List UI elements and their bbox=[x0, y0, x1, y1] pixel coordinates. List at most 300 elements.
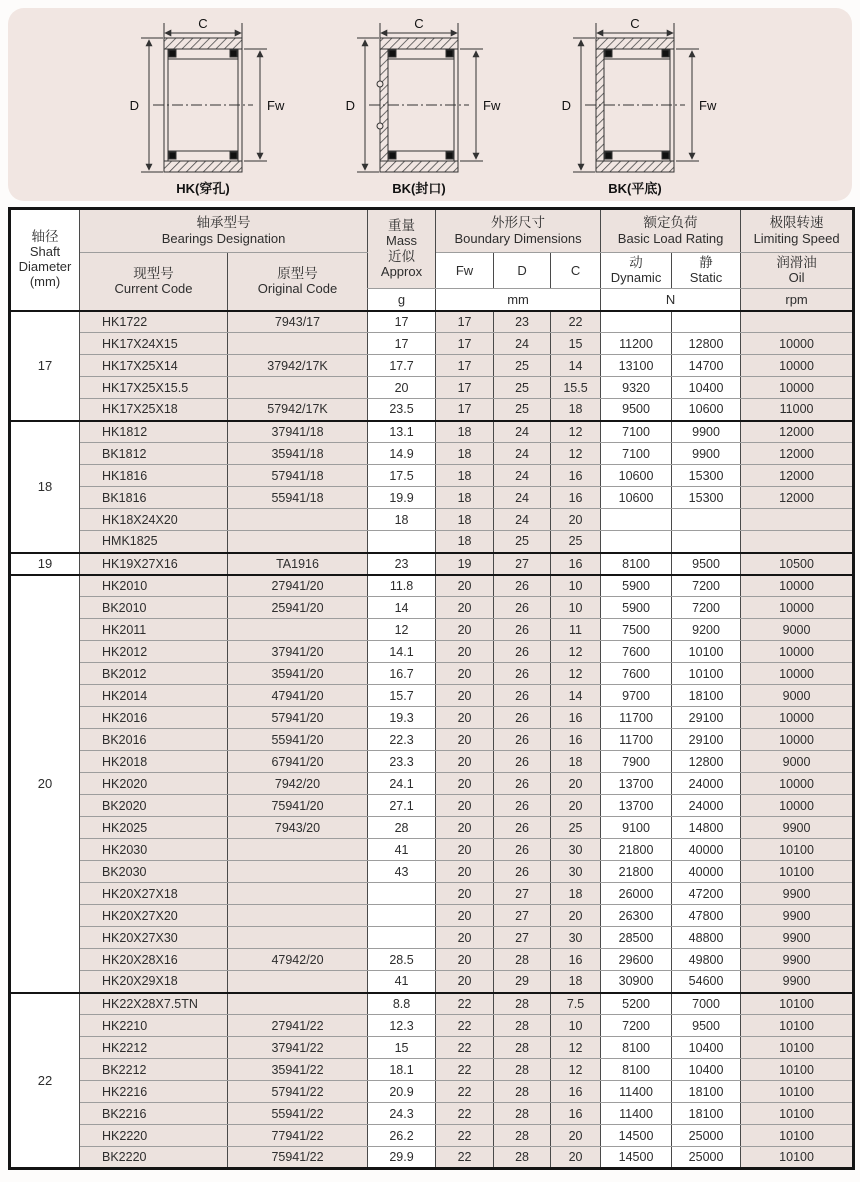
cell-d: 25 bbox=[494, 399, 551, 421]
cell-d: 26 bbox=[494, 751, 551, 773]
cell-fw: 20 bbox=[436, 597, 494, 619]
cell-current-code: BK2030 bbox=[80, 861, 228, 883]
cell-c: 20 bbox=[551, 509, 601, 531]
cell-d: 26 bbox=[494, 685, 551, 707]
cell-fw: 20 bbox=[436, 971, 494, 993]
cell-rpm: 10100 bbox=[741, 1103, 854, 1125]
cell-current-code: HK2210 bbox=[80, 1015, 228, 1037]
cell-original-code: 57941/20 bbox=[228, 707, 368, 729]
cell-rpm: 12000 bbox=[741, 465, 854, 487]
table-row bbox=[10, 1147, 854, 1169]
header-current-code: 现型号 Current Code bbox=[80, 253, 228, 311]
cell-original-code bbox=[228, 619, 368, 641]
cell-fw: 17 bbox=[436, 399, 494, 421]
cell-original-code bbox=[228, 861, 368, 883]
header-bearings-designation: 轴承型号 Bearings Designation bbox=[80, 209, 368, 253]
cell-d: 26 bbox=[494, 663, 551, 685]
table-row bbox=[10, 883, 854, 905]
table-row bbox=[10, 465, 854, 487]
cell-original-code: 35941/22 bbox=[228, 1059, 368, 1081]
cell-current-code: HK2216 bbox=[80, 1081, 228, 1103]
cell-d: 27 bbox=[494, 905, 551, 927]
cell-static-load: 15300 bbox=[672, 487, 741, 509]
cell-d: 24 bbox=[494, 465, 551, 487]
cell-dynamic-load: 11700 bbox=[601, 729, 672, 751]
cell-static-load: 18100 bbox=[672, 685, 741, 707]
cell-d: 26 bbox=[494, 641, 551, 663]
table-row bbox=[10, 487, 854, 509]
cell-c: 20 bbox=[551, 773, 601, 795]
cell-rpm: 9900 bbox=[741, 817, 854, 839]
cell-original-code bbox=[228, 839, 368, 861]
cell-d: 24 bbox=[494, 509, 551, 531]
table-row bbox=[10, 1015, 854, 1037]
table-row bbox=[10, 949, 854, 971]
cell-original-code: 25941/20 bbox=[228, 597, 368, 619]
header-unit-rpm: rpm bbox=[741, 289, 854, 311]
cell-original-code: 7942/20 bbox=[228, 773, 368, 795]
cell-rpm: 10000 bbox=[741, 377, 854, 399]
cell-original-code: 77941/22 bbox=[228, 1125, 368, 1147]
cell-dynamic-load: 7100 bbox=[601, 421, 672, 443]
cell-original-code bbox=[228, 905, 368, 927]
cell-original-code: 7943/20 bbox=[228, 817, 368, 839]
table-row bbox=[10, 707, 854, 729]
cell-mass: 15 bbox=[368, 1037, 436, 1059]
header-oil: 润滑油 Oil bbox=[741, 253, 854, 289]
cell-rpm: 9900 bbox=[741, 905, 854, 927]
table-row bbox=[10, 993, 854, 1015]
cell-mass: 28.5 bbox=[368, 949, 436, 971]
dim-label-d: D bbox=[561, 98, 571, 113]
header-d: D bbox=[494, 253, 551, 289]
cell-d: 25 bbox=[494, 531, 551, 553]
diagram-caption: BK(封口) bbox=[392, 181, 446, 196]
cell-d: 24 bbox=[494, 333, 551, 355]
cell-dynamic-load: 11700 bbox=[601, 707, 672, 729]
cell-c: 20 bbox=[551, 905, 601, 927]
cell-c: 15.5 bbox=[551, 377, 601, 399]
cell-c: 30 bbox=[551, 839, 601, 861]
cell-current-code: BK1816 bbox=[80, 487, 228, 509]
cell-c: 16 bbox=[551, 465, 601, 487]
cell-dynamic-load: 14500 bbox=[601, 1147, 672, 1169]
cell-current-code: HK1816 bbox=[80, 465, 228, 487]
cell-original-code: 7943/17 bbox=[228, 311, 368, 333]
table-row bbox=[10, 575, 854, 597]
cell-dynamic-load: 9700 bbox=[601, 685, 672, 707]
table-row bbox=[10, 333, 854, 355]
cell-static-load: 9900 bbox=[672, 421, 741, 443]
cell-dynamic-load: 7900 bbox=[601, 751, 672, 773]
cell-d: 24 bbox=[494, 421, 551, 443]
cell-static-load: 24000 bbox=[672, 773, 741, 795]
table-row bbox=[10, 443, 854, 465]
cell-original-code: 37941/20 bbox=[228, 641, 368, 663]
cell-mass: 43 bbox=[368, 861, 436, 883]
cell-current-code: HK2010 bbox=[80, 575, 228, 597]
cell-original-code: TA1916 bbox=[228, 553, 368, 575]
cell-fw: 18 bbox=[436, 531, 494, 553]
cell-current-code: HMK1825 bbox=[80, 531, 228, 553]
cell-mass: 17.7 bbox=[368, 355, 436, 377]
cell-fw: 22 bbox=[436, 1081, 494, 1103]
cell-current-code: HK20X27X30 bbox=[80, 927, 228, 949]
cell-d: 26 bbox=[494, 619, 551, 641]
table-row bbox=[10, 619, 854, 641]
cell-c: 12 bbox=[551, 641, 601, 663]
cell-c: 16 bbox=[551, 707, 601, 729]
cell-static-load: 29100 bbox=[672, 729, 741, 751]
cell-rpm: 10100 bbox=[741, 1125, 854, 1147]
cell-d: 28 bbox=[494, 993, 551, 1015]
cell-c: 20 bbox=[551, 1147, 601, 1169]
cell-fw: 20 bbox=[436, 575, 494, 597]
cell-current-code: HK17X24X15 bbox=[80, 333, 228, 355]
header-dynamic: 动 Dynamic bbox=[601, 253, 672, 289]
cell-d: 26 bbox=[494, 707, 551, 729]
cell-rpm: 10000 bbox=[741, 641, 854, 663]
cell-dynamic-load: 26300 bbox=[601, 905, 672, 927]
cell-dynamic-load: 29600 bbox=[601, 949, 672, 971]
cell-fw: 20 bbox=[436, 883, 494, 905]
cell-fw: 22 bbox=[436, 1147, 494, 1169]
cell-mass: 41 bbox=[368, 971, 436, 993]
cell-shaft-diameter: 22 bbox=[10, 993, 80, 1169]
cell-fw: 18 bbox=[436, 421, 494, 443]
cell-d: 27 bbox=[494, 927, 551, 949]
cell-rpm: 9000 bbox=[741, 751, 854, 773]
table-row bbox=[10, 773, 854, 795]
cell-dynamic-load: 30900 bbox=[601, 971, 672, 993]
cell-c: 14 bbox=[551, 685, 601, 707]
cell-current-code: HK17X25X14 bbox=[80, 355, 228, 377]
cell-d: 28 bbox=[494, 949, 551, 971]
cell-mass bbox=[368, 927, 436, 949]
cell-current-code: HK2220 bbox=[80, 1125, 228, 1147]
bearing-table-body bbox=[10, 311, 854, 1169]
cell-c: 25 bbox=[551, 817, 601, 839]
cell-mass: 23.5 bbox=[368, 399, 436, 421]
cell-mass: 23 bbox=[368, 553, 436, 575]
cell-dynamic-load: 7200 bbox=[601, 1015, 672, 1037]
cell-static-load: 40000 bbox=[672, 861, 741, 883]
cell-d: 26 bbox=[494, 773, 551, 795]
cell-fw: 17 bbox=[436, 311, 494, 333]
cell-mass: 15.7 bbox=[368, 685, 436, 707]
cell-original-code: 47942/20 bbox=[228, 949, 368, 971]
cell-current-code: HK2011 bbox=[80, 619, 228, 641]
cell-shaft-diameter: 19 bbox=[10, 553, 80, 575]
cell-static-load: 15300 bbox=[672, 465, 741, 487]
cell-original-code: 57941/22 bbox=[228, 1081, 368, 1103]
header-boundary-dimensions: 外形尺寸 Boundary Dimensions bbox=[436, 209, 601, 253]
cell-current-code: HK20X27X18 bbox=[80, 883, 228, 905]
cell-static-load: 14800 bbox=[672, 817, 741, 839]
cell-c: 18 bbox=[551, 971, 601, 993]
cell-original-code: 35941/20 bbox=[228, 663, 368, 685]
cell-original-code bbox=[228, 971, 368, 993]
cell-fw: 20 bbox=[436, 641, 494, 663]
cell-original-code: 55941/22 bbox=[228, 1103, 368, 1125]
cell-original-code: 37942/17K bbox=[228, 355, 368, 377]
cell-static-load bbox=[672, 509, 741, 531]
cell-d: 25 bbox=[494, 377, 551, 399]
cell-fw: 18 bbox=[436, 487, 494, 509]
cell-mass: 29.9 bbox=[368, 1147, 436, 1169]
cell-mass: 28 bbox=[368, 817, 436, 839]
cell-dynamic-load: 10600 bbox=[601, 487, 672, 509]
dim-label-fw: Fw bbox=[483, 98, 501, 113]
cell-fw: 20 bbox=[436, 949, 494, 971]
cell-fw: 20 bbox=[436, 861, 494, 883]
cell-d: 24 bbox=[494, 443, 551, 465]
cell-fw: 20 bbox=[436, 817, 494, 839]
cell-original-code: 27941/22 bbox=[228, 1015, 368, 1037]
cell-dynamic-load: 5900 bbox=[601, 597, 672, 619]
cell-original-code bbox=[228, 531, 368, 553]
header-unit-g: g bbox=[368, 289, 436, 311]
cell-current-code: HK2025 bbox=[80, 817, 228, 839]
cell-current-code: BK1812 bbox=[80, 443, 228, 465]
table-row bbox=[10, 531, 854, 553]
cell-rpm: 10100 bbox=[741, 993, 854, 1015]
cell-static-load: 24000 bbox=[672, 795, 741, 817]
cell-rpm: 11000 bbox=[741, 399, 854, 421]
cell-rpm: 12000 bbox=[741, 443, 854, 465]
cell-c: 16 bbox=[551, 487, 601, 509]
cell-shaft-diameter: 18 bbox=[10, 421, 80, 553]
cell-rpm: 10000 bbox=[741, 795, 854, 817]
cell-c: 7.5 bbox=[551, 993, 601, 1015]
table-row bbox=[10, 817, 854, 839]
cell-dynamic-load: 26000 bbox=[601, 883, 672, 905]
cell-mass: 20.9 bbox=[368, 1081, 436, 1103]
cell-fw: 22 bbox=[436, 1015, 494, 1037]
cell-mass: 17 bbox=[368, 311, 436, 333]
cell-current-code: BK2216 bbox=[80, 1103, 228, 1125]
header-static: 静 Static bbox=[672, 253, 741, 289]
cell-mass: 18.1 bbox=[368, 1059, 436, 1081]
cell-d: 28 bbox=[494, 1125, 551, 1147]
cell-dynamic-load: 8100 bbox=[601, 553, 672, 575]
cell-c: 12 bbox=[551, 443, 601, 465]
cell-current-code: HK1722 bbox=[80, 311, 228, 333]
cell-static-load: 9200 bbox=[672, 619, 741, 641]
cell-mass: 12.3 bbox=[368, 1015, 436, 1037]
cell-shaft-diameter: 17 bbox=[10, 311, 80, 421]
cell-d: 28 bbox=[494, 1103, 551, 1125]
cell-dynamic-load: 5900 bbox=[601, 575, 672, 597]
cell-mass: 11.8 bbox=[368, 575, 436, 597]
cell-rpm: 10000 bbox=[741, 663, 854, 685]
header-fw: Fw bbox=[436, 253, 494, 289]
cell-c: 18 bbox=[551, 399, 601, 421]
cell-fw: 20 bbox=[436, 773, 494, 795]
cell-static-load: 14700 bbox=[672, 355, 741, 377]
cell-original-code: 57941/18 bbox=[228, 465, 368, 487]
cell-current-code: HK22X28X7.5TN bbox=[80, 993, 228, 1015]
cell-d: 28 bbox=[494, 1015, 551, 1037]
cell-original-code: 75941/22 bbox=[228, 1147, 368, 1169]
cell-rpm: 12000 bbox=[741, 487, 854, 509]
cell-current-code: HK17X25X18 bbox=[80, 399, 228, 421]
cell-dynamic-load bbox=[601, 531, 672, 553]
bearing-cross-section-bk-sealed bbox=[335, 18, 525, 200]
table-row bbox=[10, 971, 854, 993]
cell-mass: 16.7 bbox=[368, 663, 436, 685]
cell-original-code: 27941/20 bbox=[228, 575, 368, 597]
cell-c: 12 bbox=[551, 1037, 601, 1059]
cell-current-code: BK2220 bbox=[80, 1147, 228, 1169]
header-mass: 重量 Mass 近似 Approx bbox=[368, 209, 436, 289]
cell-d: 28 bbox=[494, 1081, 551, 1103]
dim-label-fw: Fw bbox=[267, 98, 285, 113]
cell-d: 28 bbox=[494, 1059, 551, 1081]
cell-mass bbox=[368, 531, 436, 553]
cell-original-code bbox=[228, 509, 368, 531]
cell-mass: 24.3 bbox=[368, 1103, 436, 1125]
cell-fw: 18 bbox=[436, 465, 494, 487]
cell-mass: 19.3 bbox=[368, 707, 436, 729]
header-unit-mm: mm bbox=[436, 289, 601, 311]
cell-rpm: 10000 bbox=[741, 773, 854, 795]
cell-d: 24 bbox=[494, 487, 551, 509]
cell-original-code: 47941/20 bbox=[228, 685, 368, 707]
header-shaft-diameter: 轴径 Shaft Diameter (mm) bbox=[10, 209, 80, 311]
dim-label-c: C bbox=[630, 18, 640, 31]
cell-mass: 14.1 bbox=[368, 641, 436, 663]
cell-rpm: 9900 bbox=[741, 971, 854, 993]
cell-d: 26 bbox=[494, 795, 551, 817]
cell-dynamic-load: 9320 bbox=[601, 377, 672, 399]
cell-static-load: 47800 bbox=[672, 905, 741, 927]
cell-static-load: 25000 bbox=[672, 1125, 741, 1147]
cell-d: 28 bbox=[494, 1147, 551, 1169]
table-row bbox=[10, 1037, 854, 1059]
cell-static-load: 40000 bbox=[672, 839, 741, 861]
cell-static-load: 25000 bbox=[672, 1147, 741, 1169]
cell-current-code: BK2010 bbox=[80, 597, 228, 619]
table-row bbox=[10, 641, 854, 663]
cell-c: 22 bbox=[551, 311, 601, 333]
cell-rpm: 9900 bbox=[741, 949, 854, 971]
cell-current-code: HK20X27X20 bbox=[80, 905, 228, 927]
cell-mass: 12 bbox=[368, 619, 436, 641]
diagram-panel bbox=[8, 8, 852, 201]
cell-rpm: 10100 bbox=[741, 861, 854, 883]
cell-static-load: 9500 bbox=[672, 553, 741, 575]
cell-d: 23 bbox=[494, 311, 551, 333]
cell-mass bbox=[368, 883, 436, 905]
cell-current-code: BK2016 bbox=[80, 729, 228, 751]
table-row bbox=[10, 1059, 854, 1081]
cell-dynamic-load: 21800 bbox=[601, 861, 672, 883]
cell-fw: 20 bbox=[436, 707, 494, 729]
cell-original-code: 37941/22 bbox=[228, 1037, 368, 1059]
cell-current-code: BK2212 bbox=[80, 1059, 228, 1081]
cell-c: 12 bbox=[551, 421, 601, 443]
table-row bbox=[10, 729, 854, 751]
table-row bbox=[10, 905, 854, 927]
dim-label-fw: Fw bbox=[699, 98, 717, 113]
table-row bbox=[10, 509, 854, 531]
header-limiting-speed: 极限转速 Limiting Speed bbox=[741, 209, 854, 253]
cell-rpm: 9000 bbox=[741, 619, 854, 641]
table-row bbox=[10, 751, 854, 773]
bearing-spec-table bbox=[8, 207, 855, 1170]
cell-dynamic-load bbox=[601, 509, 672, 531]
cell-original-code: 55941/18 bbox=[228, 487, 368, 509]
cell-d: 26 bbox=[494, 597, 551, 619]
cell-c: 10 bbox=[551, 575, 601, 597]
cell-dynamic-load: 10600 bbox=[601, 465, 672, 487]
dim-label-c: C bbox=[198, 18, 208, 31]
cell-c: 20 bbox=[551, 1125, 601, 1147]
cell-dynamic-load: 13100 bbox=[601, 355, 672, 377]
cell-d: 27 bbox=[494, 883, 551, 905]
cell-mass: 8.8 bbox=[368, 993, 436, 1015]
bearing-cross-section-bk-flat bbox=[551, 18, 741, 200]
cell-rpm: 10100 bbox=[741, 1037, 854, 1059]
table-row bbox=[10, 839, 854, 861]
cell-rpm: 10000 bbox=[741, 707, 854, 729]
cell-static-load: 9500 bbox=[672, 1015, 741, 1037]
cell-static-load: 49800 bbox=[672, 949, 741, 971]
cell-rpm: 10100 bbox=[741, 1147, 854, 1169]
dim-label-d: D bbox=[129, 98, 139, 113]
cell-static-load: 29100 bbox=[672, 707, 741, 729]
cell-static-load: 7200 bbox=[672, 575, 741, 597]
cell-dynamic-load: 8100 bbox=[601, 1059, 672, 1081]
cell-c: 18 bbox=[551, 883, 601, 905]
cell-static-load: 18100 bbox=[672, 1081, 741, 1103]
cell-current-code: HK17X25X15.5 bbox=[80, 377, 228, 399]
cell-static-load: 9900 bbox=[672, 443, 741, 465]
cell-fw: 17 bbox=[436, 333, 494, 355]
cell-original-code: 75941/20 bbox=[228, 795, 368, 817]
cell-mass: 24.1 bbox=[368, 773, 436, 795]
header-original-code: 原型号 Original Code bbox=[228, 253, 368, 311]
cell-static-load: 10600 bbox=[672, 399, 741, 421]
cell-original-code: 67941/20 bbox=[228, 751, 368, 773]
cell-dynamic-load: 7600 bbox=[601, 663, 672, 685]
cell-fw: 18 bbox=[436, 509, 494, 531]
cell-c: 30 bbox=[551, 861, 601, 883]
cell-static-load: 10400 bbox=[672, 1059, 741, 1081]
header-basic-load-rating: 额定负荷 Basic Load Rating bbox=[601, 209, 741, 253]
cell-dynamic-load: 7500 bbox=[601, 619, 672, 641]
cell-dynamic-load: 9500 bbox=[601, 399, 672, 421]
cell-current-code: HK2020 bbox=[80, 773, 228, 795]
cell-current-code: HK2212 bbox=[80, 1037, 228, 1059]
table-row bbox=[10, 1125, 854, 1147]
cell-fw: 22 bbox=[436, 1125, 494, 1147]
cell-static-load: 10100 bbox=[672, 663, 741, 685]
cell-mass: 22.3 bbox=[368, 729, 436, 751]
cell-d: 26 bbox=[494, 839, 551, 861]
bearing-diagram-hk bbox=[119, 18, 309, 200]
cell-d: 26 bbox=[494, 729, 551, 751]
cell-static-load: 7000 bbox=[672, 993, 741, 1015]
cell-d: 29 bbox=[494, 971, 551, 993]
cell-static-load: 48800 bbox=[672, 927, 741, 949]
cell-current-code: HK2014 bbox=[80, 685, 228, 707]
cell-mass: 41 bbox=[368, 839, 436, 861]
cell-d: 26 bbox=[494, 817, 551, 839]
cell-fw: 20 bbox=[436, 729, 494, 751]
cell-static-load: 10400 bbox=[672, 377, 741, 399]
